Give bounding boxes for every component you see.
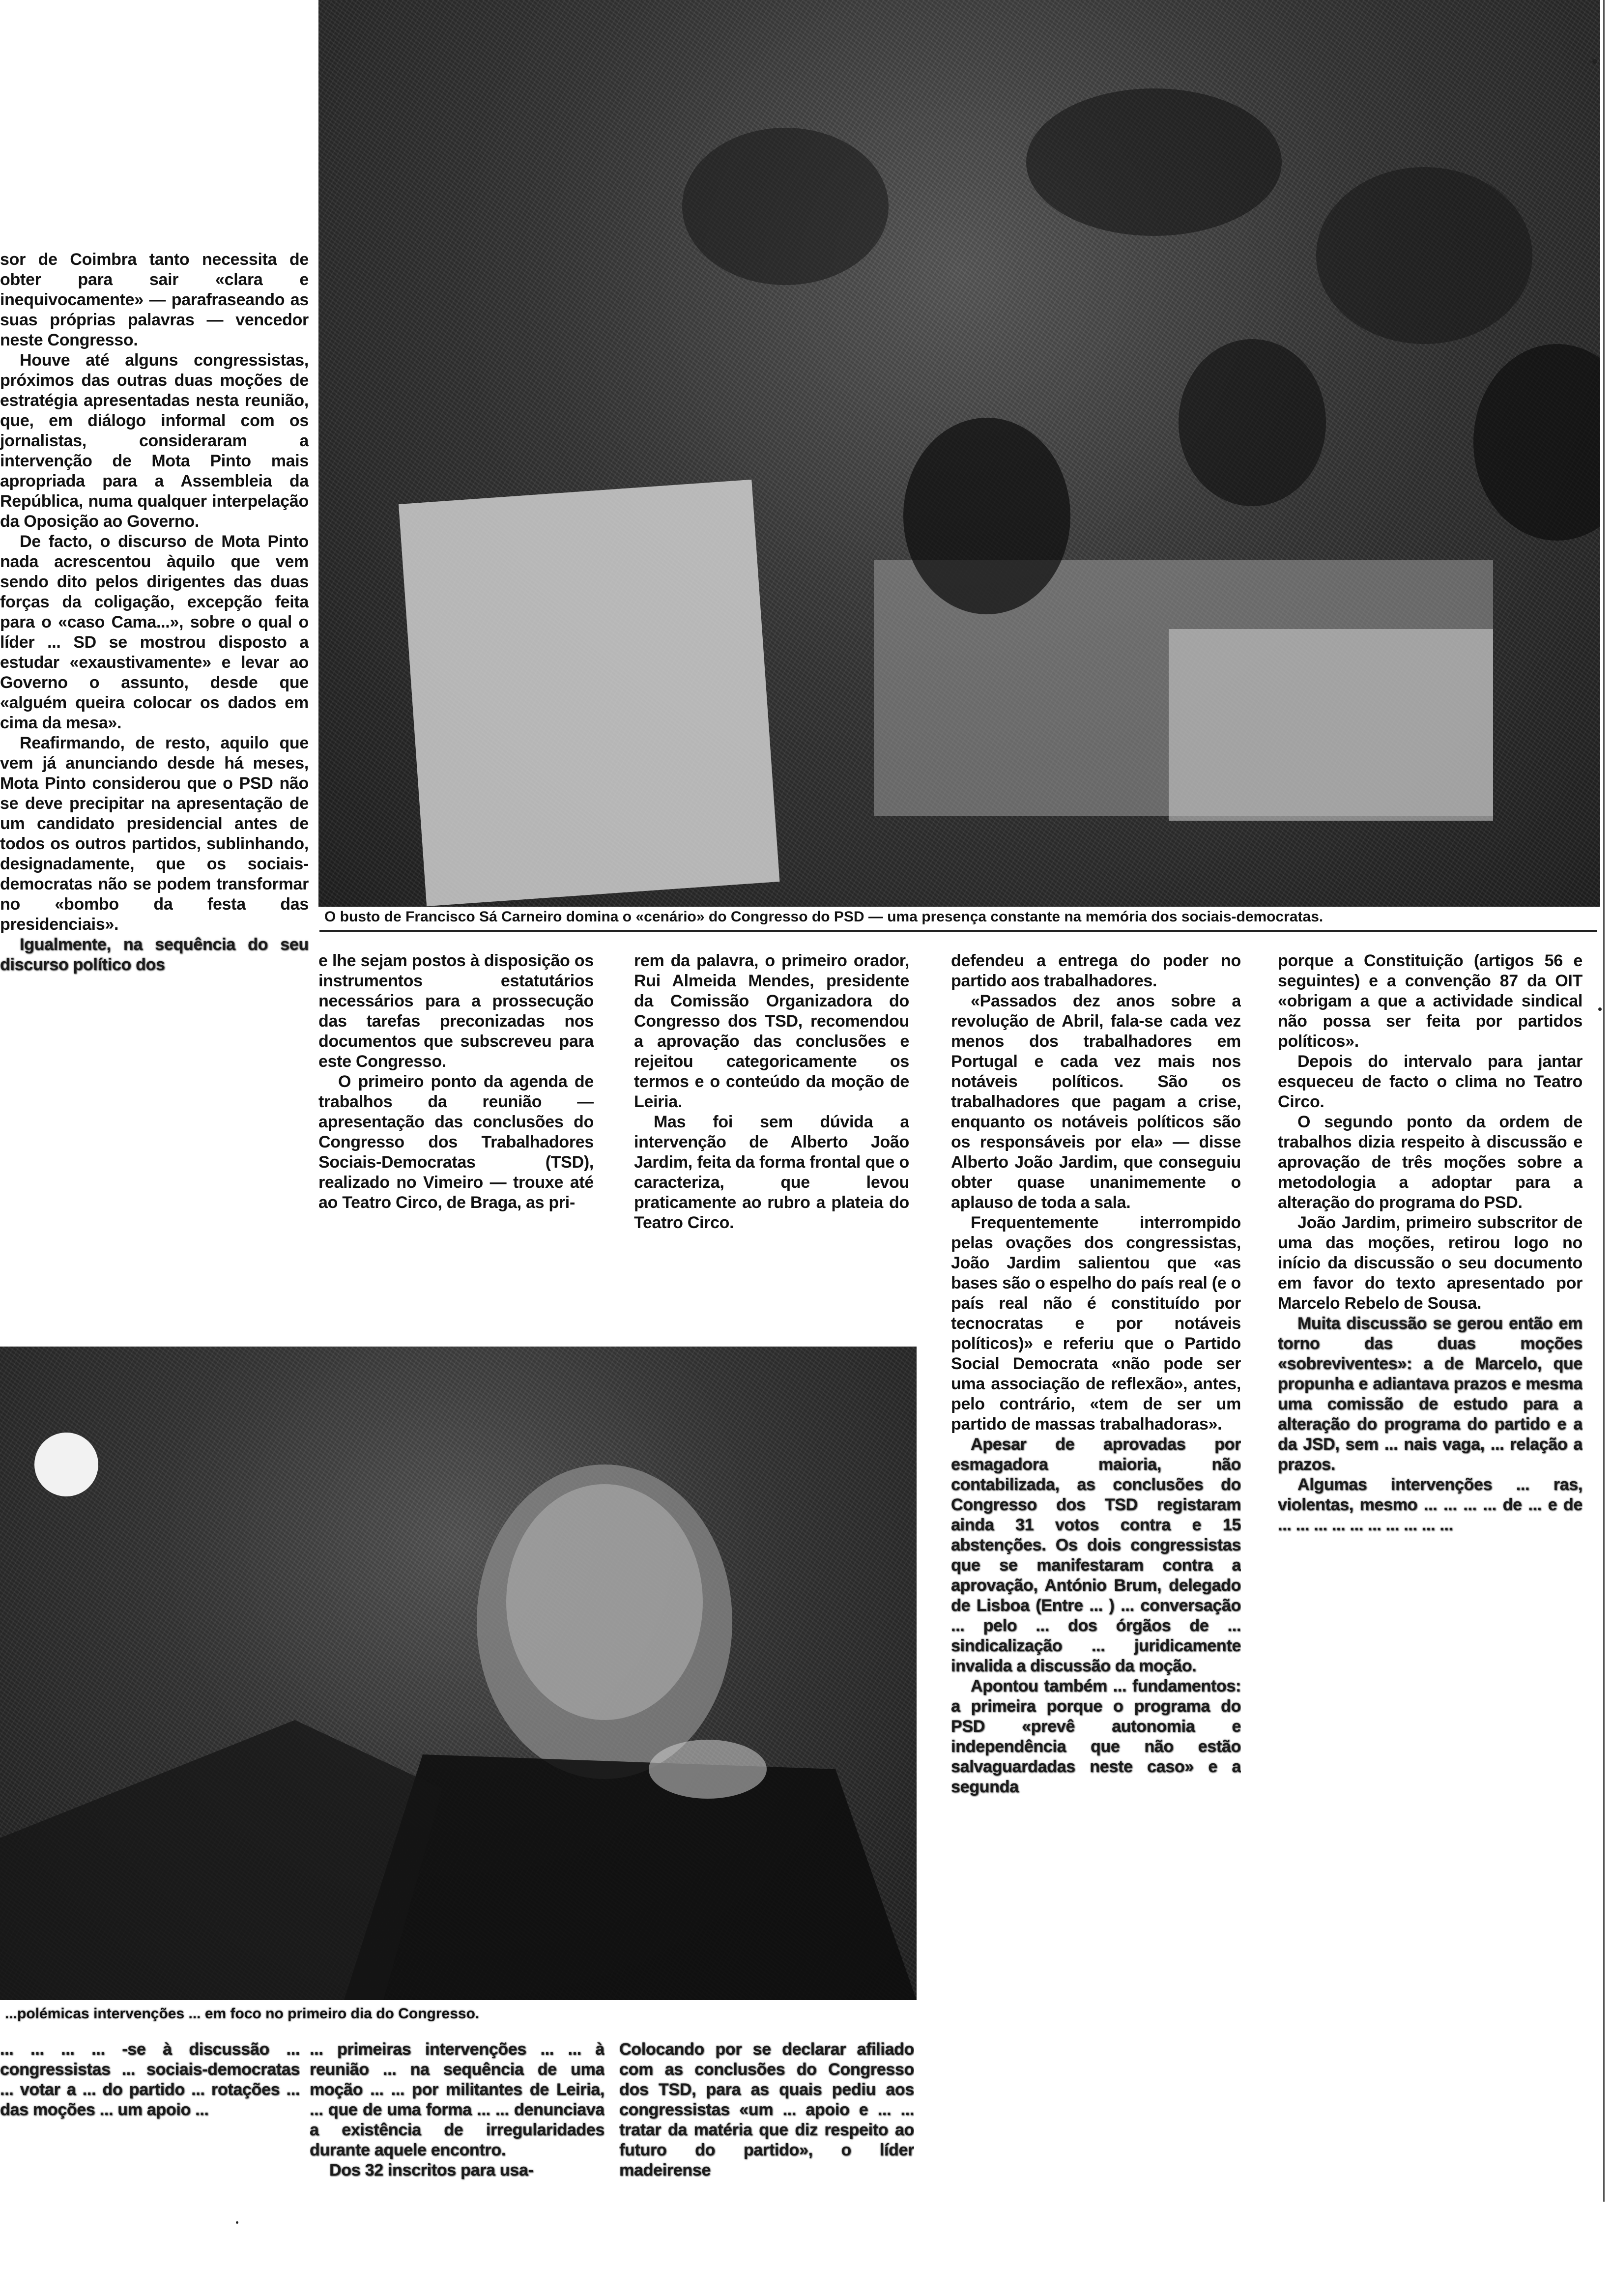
article-column-5 — [1278, 951, 1583, 2199]
stage-light — [34, 1433, 98, 1496]
photo-congress-hall-figures — [318, 0, 1600, 907]
article-column-3 — [634, 951, 909, 1334]
paragraph: «Passados dez anos sobre a revolução de Abril, fala-se cada vez menos dos trabalhadores em Portugal e cada vez mais nos notáveis políticos. São os trabalhadores que pagam a crise, enquanto os notáveis políticos são os responsáveis por ela» — disse Alberto João Jardim, que conseguiu obter quase unanimemente o aplauso de toda a sala. — [951, 992, 1241, 1212]
article-column-2 — [318, 951, 594, 1334]
paragraph: Frequentemente interrompido pelas ovações dos congressistas, João Jardim salientou que «as bases são o espelho do país real (e o país real não é constituído por tecnocratas e por notáveis políticos)» e referiu que o Partido Social Democrata «não pode ser uma associação de reflexão», antes, pelo contrário, «tem de ser um partido de massas trabalhadoras». — [951, 1213, 1241, 1434]
paragraph: Dos 32 inscritos para usa- — [329, 2161, 534, 2180]
paragraph: ... ... ... ... -se à discussão ... congressistas ... sociais-democratas ... votar a ... do partido ... rotações ... das moções ... um apoio ... — [0, 2040, 300, 2119]
scan-speckle — [236, 2221, 238, 2224]
paragraph: Depois do intervalo para jantar esqueceu de facto o clima no Teatro Circo. — [1278, 1052, 1583, 1111]
paragraph: Muita discussão se gerou então em torno das duas moções «sobreviventes»: a de Marcelo, que propunha e adiantava prazos e mesma uma comissão de estudo para a alteração do programa do partido e a da JSD, sem ... nais vaga, ... relação a prazos. — [1278, 1314, 1583, 1474]
scan-edge-right — [1603, 0, 1605, 2202]
paragraph: e lhe sejam postos à disposição os instrumentos estatutários necessários para a prossecução das tarefas preconizadas nos documentos que subscreveu para este Congresso. — [318, 951, 594, 1071]
paragraph: Mas foi sem dúvida a intervenção de Alberto João Jardim, feita da forma frontal que o caracteriza, que levou praticamente ao rubro a plateia do Teatro Circo. — [634, 1113, 909, 1232]
paragraph: porque a Constituição (artigos 56 e seguintes) e a convenção 87 da OIT «obrigam a que a actividade sindical não possa ser feita por partidos políticos». — [1278, 951, 1583, 1051]
paragraph: Houve até alguns congressistas, próximos das outras duas moções de estratégia apresentadas nesta reunião, que, em diálogo informal com os jornalistas, consideraram a intervenção de Mota Pinto mais apropriada para a Assembleia da República, numa qualquer interpelação da Oposição ao Governo. — [0, 351, 309, 531]
photo-top-caption: O busto de Francisco Sá Carneiro domina o «cenário» do Congresso do PSD — uma presença constante na memória dos sociais-democratas. — [324, 909, 1324, 925]
article-column-1 — [0, 250, 309, 1331]
paragraph: Reafirmando, de resto, aquilo que vem já anunciando desde há meses, Mota Pinto considerou que o PSD não se deve precipitar na apresentação de um candidato presidencial antes de todos os outros partidos, sublinhando, designadamente, que os sociais-democratas não se podem transformar no «bombo da festa das presidenciais». — [0, 734, 309, 934]
scan-speckle — [1598, 1007, 1602, 1011]
photo-congress-hall — [318, 0, 1600, 907]
photo-speaker-figures — [0, 1347, 917, 2000]
article-column-4 — [951, 951, 1241, 2199]
paragraph: Apesar de aprovadas por esmagadora maioria, não contabilizada, as conclusões do Congresso dos TSD registaram ainda 31 votos contra e 15 abstenções. Os dois congressistas que se manifestaram contra a aprovação, António Brum, delegado de Lisboa (Entre ... ) ... conversação ... pelo ... dos órgãos de ... sindicalização ... juridicamente invalida a discussão da moção. — [951, 1435, 1241, 1675]
scan-speckle — [1592, 59, 1597, 64]
photo-speaker — [0, 1347, 917, 2000]
paragraph: rem da palavra, o primeiro orador, Rui Almeida Mendes, presidente da Comissão Organizadora do Congresso dos TSD, recomendou a aprovação das conclusões e rejeitou categoricamente os termos e o conteúdo da moção de Leiria. — [634, 951, 909, 1111]
paragraph: ... primeiras intervenções ... ... à reunião ... na sequência de uma moção ... ... por militantes de Leiria, ... que de uma forma ... ... denunciava a existência de irregularidades durante aquele encontro. — [310, 2040, 604, 2159]
paragraph: Colocando por se declarar afiliado com as conclusões do Congresso dos TSD, para as quais pediu aos congressistas «um ... apoio e ... ... tratar da matéria que diz respeito ao futuro do partido», o líder madeirense — [619, 2040, 914, 2180]
article-column-b3 — [619, 2039, 914, 2216]
paragraph: sor de Coimbra tanto necessita de obter para sair «clara e inequivocamente» — parafraseando as suas próprias palavras — vencedor neste Congresso. — [0, 250, 309, 349]
paragraph: O primeiro ponto da agenda de trabalhos da reunião — apresentação das conclusões do Congresso dos Trabalhadores Sociais-Democratas (TSD), realizado no Vimeiro — trouxe até ao Teatro Circo, de Braga, as pri- — [318, 1072, 594, 1212]
paragraph: Algumas intervenções ... ras, violentas, mesmo ... ... ... ... de ... e de ... ... ... ... ... ... ... ... ... ... — [1278, 1475, 1583, 1534]
article-column-b2 — [310, 2039, 604, 2216]
paragraph: João Jardim, primeiro subscritor de uma das moções, retirou logo no início da discussão o seu documento em favor do texto apresentado por Marcelo Rebelo de Sousa. — [1278, 1213, 1583, 1313]
paragraph: De facto, o discurso de Mota Pinto nada acrescentou àquilo que vem sendo dito pelos dirigentes das duas forças da coligação, excepção feita para o «caso Cama...», sobre o qual o líder ... SD se mostrou disposto a estudar «exaustivamente» e levar ao Governo o assunto, desde que «alguém queira colocar os dados em cima da mesa». — [0, 532, 309, 732]
photo-top-rule — [319, 930, 1597, 932]
article-column-b1 — [0, 2039, 300, 2216]
photo-bottom-caption: ...polémicas intervenções ... em foco no primeiro dia do Congresso. — [5, 2006, 480, 2022]
paragraph: O segundo ponto da ordem de trabalhos dizia respeito à discussão e aprovação de três moções sobre a metodologia a adoptar para a alteração do programa do PSD. — [1278, 1113, 1583, 1212]
paragraph: Apontou também ... fundamentos: a primeira porque o programa do PSD «prevê autonomia e independência que não estão salvaguardadas neste caso» e a segunda — [951, 1677, 1241, 1796]
paragraph: defendeu a entrega do poder no partido aos trabalhadores. — [951, 951, 1241, 990]
paragraph: Igualmente, na sequência do seu discurso político dos — [0, 935, 309, 974]
